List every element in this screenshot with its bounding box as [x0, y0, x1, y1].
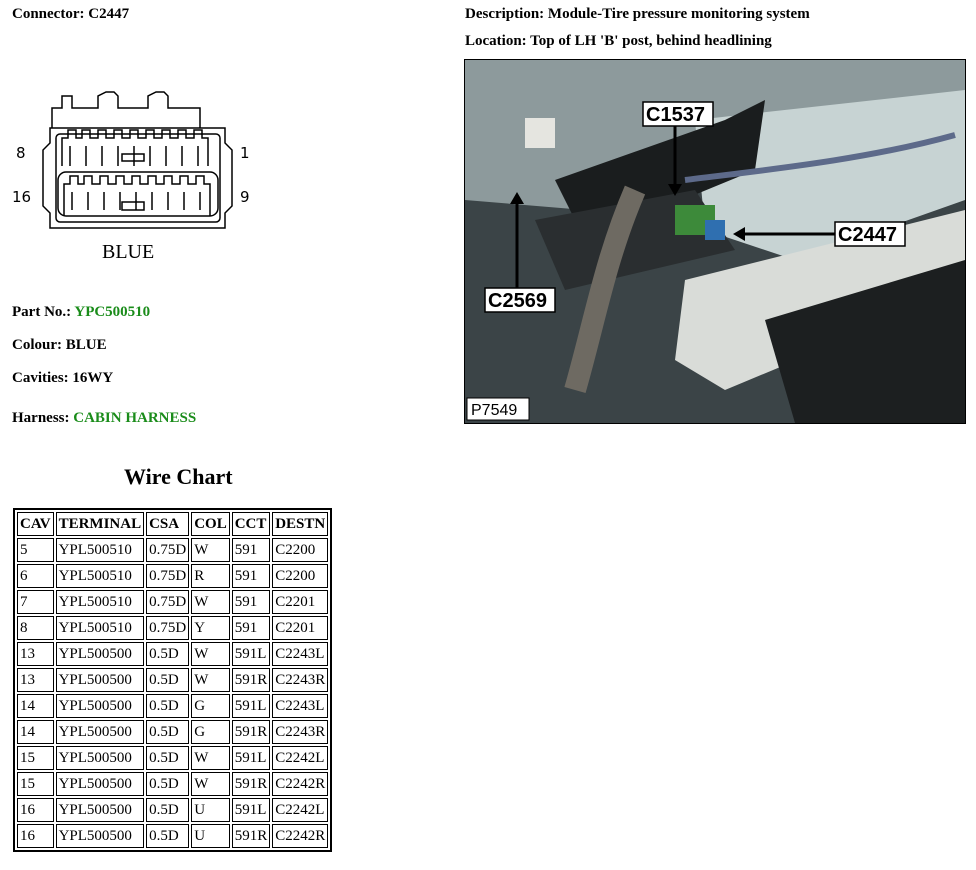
- harness-line: [12, 410, 196, 427]
- colour-value: BLUE: [65, 337, 107, 353]
- cell-terminal: YPL500500: [56, 642, 145, 666]
- cell-terminal: YPL500500: [56, 668, 145, 692]
- cell-terminal: YPL500500: [56, 694, 145, 718]
- table-row: [17, 824, 328, 848]
- table-row: [17, 616, 328, 640]
- table-row: [17, 694, 328, 718]
- cell-cav: 15: [17, 772, 54, 796]
- cell-col: R: [191, 564, 230, 588]
- cell-csa: 0.5D: [146, 642, 189, 666]
- cell-cct: 591L: [232, 798, 271, 822]
- cell-cct: 591L: [232, 642, 271, 666]
- table-row: [17, 772, 328, 796]
- cell-cav: 5: [17, 538, 54, 562]
- pin-label-1: 1: [240, 144, 250, 162]
- table-row: [17, 642, 328, 666]
- cell-cct: 591: [232, 616, 271, 640]
- cell-terminal: YPL500510: [56, 538, 145, 562]
- pin-label-9: 9: [240, 188, 250, 206]
- cell-destn: C2242R: [272, 824, 328, 848]
- cell-destn: C2243R: [272, 668, 328, 692]
- cell-csa: 0.5D: [146, 720, 189, 744]
- cell-csa: 0.5D: [146, 824, 189, 848]
- colour-label: Colour:: [12, 337, 62, 353]
- cell-destn: C2200: [272, 564, 328, 588]
- pin-label-16: 16: [12, 188, 32, 206]
- cell-cct: 591: [232, 590, 271, 614]
- cell-destn: C2242R: [272, 772, 328, 796]
- cell-destn: C2201: [272, 616, 328, 640]
- cell-csa: 0.5D: [146, 668, 189, 692]
- cavities-value: 16WY: [72, 370, 114, 386]
- cell-destn: C2242L: [272, 746, 328, 770]
- cavities-label: Cavities:: [12, 370, 69, 386]
- cell-terminal: YPL500510: [56, 616, 145, 640]
- cell-col: G: [191, 694, 230, 718]
- cavities-line: [12, 370, 113, 387]
- cell-destn: C2243L: [272, 694, 328, 718]
- colour-line: [12, 337, 107, 354]
- cell-csa: 0.75D: [146, 590, 189, 614]
- cell-col: W: [191, 772, 230, 796]
- cell-csa: 0.5D: [146, 772, 189, 796]
- cell-cav: 14: [17, 720, 54, 744]
- part-no-label: Part No.:: [12, 304, 72, 320]
- cell-terminal: YPL500500: [56, 824, 145, 848]
- location-label: Location:: [465, 33, 527, 49]
- cell-cct: 591: [232, 538, 271, 562]
- cell-cct: 591R: [232, 824, 271, 848]
- header-cct: CCT: [232, 512, 271, 536]
- cell-cct: 591R: [232, 772, 271, 796]
- connector-label: Connector:: [12, 6, 85, 22]
- wire-chart-header-row: [17, 512, 328, 536]
- cell-csa: 0.5D: [146, 746, 189, 770]
- part-no-line: [12, 304, 150, 321]
- cell-cav: 14: [17, 694, 54, 718]
- table-row: [17, 746, 328, 770]
- wire-chart-table: [13, 508, 332, 852]
- table-row: [17, 668, 328, 692]
- cell-col: W: [191, 590, 230, 614]
- header-terminal: TERMINAL: [56, 512, 145, 536]
- callout-c2447: C2447: [838, 224, 897, 246]
- cell-terminal: YPL500510: [56, 564, 145, 588]
- part-no-link[interactable]: YPC500510: [74, 304, 151, 320]
- pin-label-8: 8: [16, 144, 26, 162]
- table-row: [17, 590, 328, 614]
- cell-cav: 6: [17, 564, 54, 588]
- connector-color-label: BLUE: [102, 241, 155, 263]
- description-label: Description:: [465, 6, 545, 22]
- cell-terminal: YPL500500: [56, 772, 145, 796]
- cell-col: W: [191, 746, 230, 770]
- wire-chart-title: Wire Chart: [124, 464, 233, 489]
- header-cav: CAV: [17, 512, 54, 536]
- cell-terminal: YPL500500: [56, 720, 145, 744]
- location-line: [465, 33, 772, 50]
- cell-cav: 13: [17, 668, 54, 692]
- cell-destn: C2243R: [272, 720, 328, 744]
- table-row: [17, 538, 328, 562]
- cell-destn: C2242L: [272, 798, 328, 822]
- cell-cav: 16: [17, 824, 54, 848]
- location-photo: [464, 59, 966, 424]
- description-value: Module-Tire pressure monitoring system: [547, 6, 810, 22]
- cell-terminal: YPL500510: [56, 590, 145, 614]
- cell-terminal: YPL500500: [56, 798, 145, 822]
- table-row: [17, 798, 328, 822]
- cell-csa: 0.5D: [146, 798, 189, 822]
- table-row: [17, 720, 328, 744]
- cell-destn: C2201: [272, 590, 328, 614]
- photo-ref-label: P7549: [471, 402, 518, 419]
- description-line: [465, 6, 810, 23]
- table-row: [17, 564, 328, 588]
- cell-csa: 0.75D: [146, 564, 189, 588]
- cell-cct: 591R: [232, 668, 271, 692]
- location-value: Top of LH 'B' post, behind headlining: [530, 33, 772, 49]
- cell-col: W: [191, 538, 230, 562]
- cell-col: W: [191, 668, 230, 692]
- cell-cav: 7: [17, 590, 54, 614]
- cell-cav: 16: [17, 798, 54, 822]
- header-csa: CSA: [146, 512, 189, 536]
- cell-destn: C2200: [272, 538, 328, 562]
- cell-cct: 591L: [232, 746, 271, 770]
- cell-cct: 591: [232, 564, 271, 588]
- cell-csa: 0.75D: [146, 616, 189, 640]
- cell-terminal: YPL500500: [56, 746, 145, 770]
- cell-col: G: [191, 720, 230, 744]
- callout-c2569: C2569: [488, 290, 547, 312]
- cell-destn: C2243L: [272, 642, 328, 666]
- cell-csa: 0.75D: [146, 538, 189, 562]
- cell-cct: 591L: [232, 694, 271, 718]
- connector-line: [12, 6, 129, 23]
- cell-cct: 591R: [232, 720, 271, 744]
- connector-value: C2447: [88, 6, 130, 22]
- cell-col: U: [191, 824, 230, 848]
- header-destn: DESTN: [272, 512, 328, 536]
- header-col: COL: [191, 512, 230, 536]
- cell-col: W: [191, 642, 230, 666]
- cell-cav: 8: [17, 616, 54, 640]
- connector-face-diagram: [10, 88, 260, 268]
- harness-label: Harness:: [12, 410, 70, 426]
- harness-link[interactable]: CABIN HARNESS: [73, 410, 197, 426]
- cell-col: U: [191, 798, 230, 822]
- cell-col: Y: [191, 616, 230, 640]
- cell-cav: 15: [17, 746, 54, 770]
- callout-c1537: C1537: [646, 104, 705, 126]
- cell-csa: 0.5D: [146, 694, 189, 718]
- cell-cav: 13: [17, 642, 54, 666]
